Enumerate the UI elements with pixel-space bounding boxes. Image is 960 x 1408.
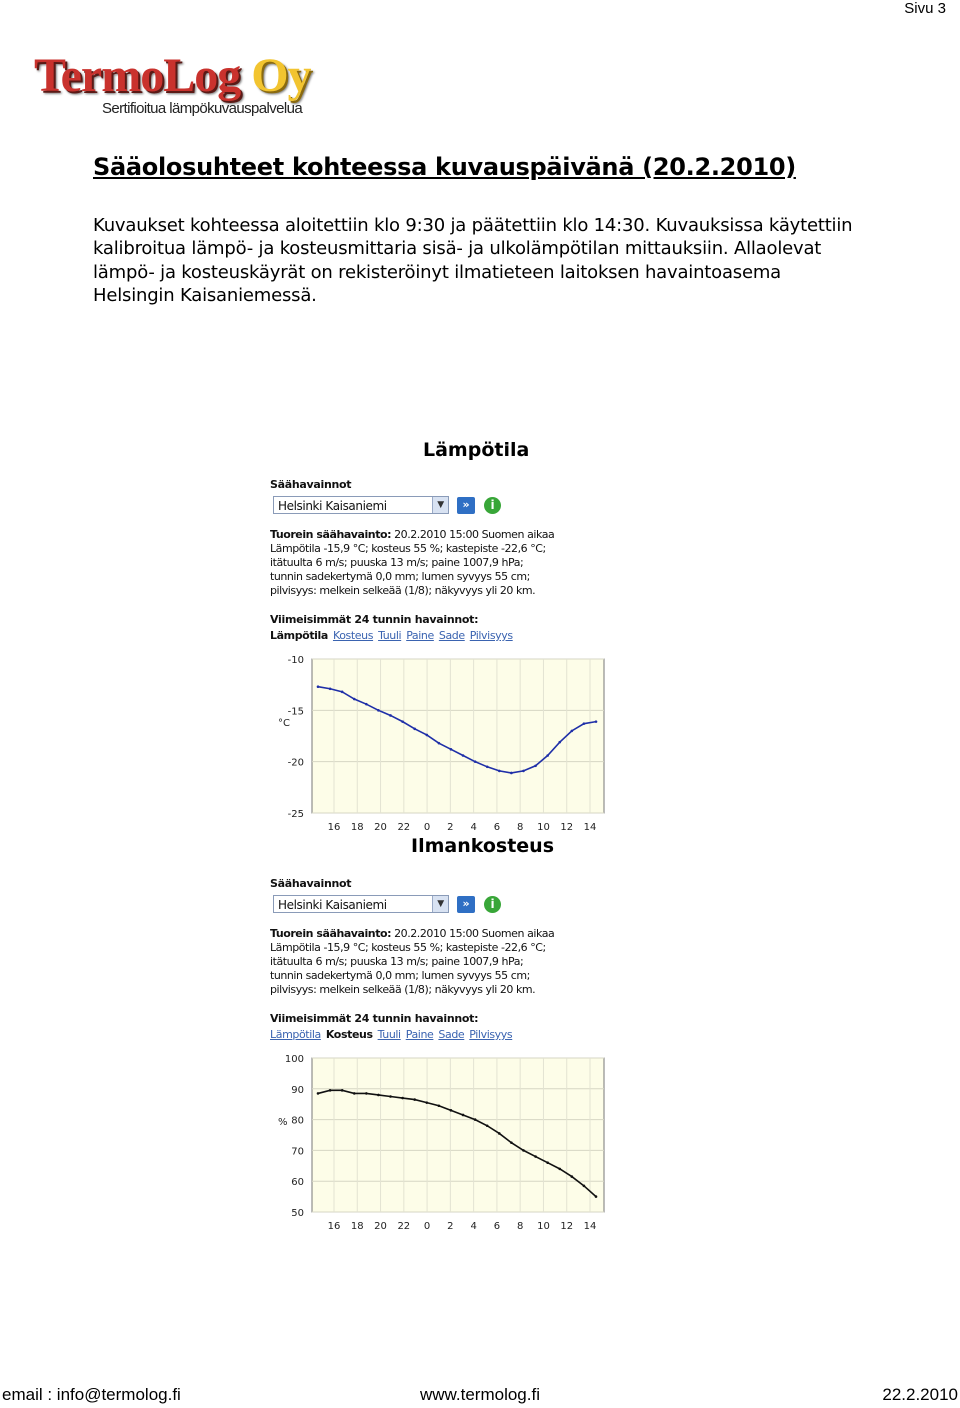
data-point: [389, 714, 392, 717]
obs-line: Lämpötila -15,9 °C; kosteus 55 %; kastepiste -22,6 °C;: [270, 542, 546, 555]
data-point: [413, 728, 416, 731]
data-point: [377, 709, 380, 712]
logo-name: TermoLog: [34, 49, 241, 102]
data-point: [522, 770, 525, 773]
recent-observations-label: Viimeisimmät 24 tunnin havainnot:: [270, 1012, 479, 1025]
data-point: [317, 1092, 320, 1095]
y-tick-label: -10: [287, 655, 304, 666]
obs-time: 20.2.2010 15:00 Suomen aikaa: [391, 528, 555, 541]
tab-paine[interactable]: Paine: [405, 1028, 434, 1041]
weather-widget-temperature: [266, 478, 616, 838]
footer-date: 22.2.2010: [882, 1385, 958, 1404]
data-point: [510, 772, 513, 775]
data-point: [317, 685, 320, 688]
data-point: [389, 1095, 392, 1098]
logo-wordmark: [34, 48, 311, 103]
data-point: [595, 1195, 598, 1198]
data-point: [558, 1168, 561, 1171]
y-tick-label: 70: [291, 1146, 304, 1158]
data-point: [365, 703, 368, 706]
station-select-value: Helsinki Kaisaniemi: [278, 898, 387, 912]
x-tick-label: 16: [327, 822, 341, 833]
y-tick-label: -25: [287, 809, 304, 820]
data-point: [498, 770, 501, 773]
plot-area: [312, 659, 604, 813]
go-button[interactable]: »: [457, 497, 475, 514]
station-select-value: Helsinki Kaisaniemi: [278, 499, 387, 513]
section-title-humidity: Ilmankosteus: [411, 835, 555, 857]
data-point: [595, 720, 598, 723]
x-tick-label: 14: [583, 822, 597, 833]
y-tick-label: 60: [291, 1177, 304, 1189]
latest-observation: [270, 927, 554, 997]
y-tick-label: 50: [291, 1208, 304, 1219]
data-point: [401, 720, 404, 723]
data-point: [486, 766, 489, 769]
obs-line: pilvisyys: melkein selkeää (1/8); näkyvyys yli 20 km.: [270, 584, 536, 597]
tab-lämpötila: Lämpötila: [270, 629, 328, 642]
y-tick-label: 90: [291, 1084, 304, 1096]
chevron-down-icon[interactable]: ▼: [432, 497, 448, 513]
tab-kosteus: Kosteus: [325, 1028, 373, 1041]
tab-pilvisyys[interactable]: Pilvisyys: [469, 629, 513, 642]
data-point: [474, 760, 477, 763]
tab-sade[interactable]: Sade: [438, 1028, 465, 1041]
y-tick-label: -15: [287, 706, 304, 718]
data-point: [558, 741, 561, 744]
latest-observation: [270, 528, 554, 598]
data-point: [510, 1141, 513, 1144]
x-tick-label: 14: [583, 1221, 597, 1232]
x-tick-label: 2: [447, 822, 454, 833]
footer-website[interactable]: www.termolog.fi: [420, 1385, 540, 1404]
obs-line: tunnin sadekertymä 0,0 mm; lumen syvyys 55 cm;: [270, 570, 530, 583]
data-point: [329, 687, 332, 690]
data-point: [438, 742, 441, 745]
x-tick-label: 22: [397, 1221, 411, 1232]
x-tick-label: 18: [350, 822, 364, 833]
y-axis-label: °C: [278, 718, 290, 729]
x-tick-label: 10: [537, 1221, 550, 1232]
data-point: [571, 1175, 574, 1178]
data-point: [583, 1185, 586, 1188]
widget-title: Säähavainnot: [270, 478, 352, 491]
obs-line: pilvisyys: melkein selkeää (1/8); näkyvyys yli 20 km.: [270, 983, 536, 996]
x-tick-label: 0: [423, 1221, 431, 1232]
data-point: [450, 748, 453, 751]
x-tick-label: 22: [397, 822, 411, 833]
x-tick-label: 12: [560, 1221, 574, 1232]
tab-lämpötila[interactable]: Lämpötila: [270, 1028, 321, 1041]
obs-heading: Tuorein säähavainto:: [270, 528, 392, 541]
intro-paragraph: [93, 214, 893, 307]
temperature-chart: [266, 646, 616, 838]
obs-line: Lämpötila -15,9 °C; kosteus 55 %; kastepiste -22,6 °C;: [270, 941, 546, 954]
data-point: [571, 730, 574, 733]
info-icon[interactable]: i: [484, 896, 501, 913]
y-tick-label: -20: [287, 757, 304, 769]
x-tick-label: 6: [493, 1221, 501, 1232]
x-tick-label: 20: [374, 1221, 387, 1232]
tab-tuuli[interactable]: Tuuli: [378, 629, 402, 642]
data-point: [546, 754, 549, 757]
footer-email: email : info@termolog.fi: [2, 1385, 181, 1404]
humidity-chart: [266, 1045, 616, 1235]
tab-pilvisyys[interactable]: Pilvisyys: [469, 1028, 513, 1041]
x-tick-label: 8: [516, 822, 524, 833]
x-tick-label: 4: [470, 822, 477, 833]
obs-line: itätuulta 6 m/s; puuska 13 m/s; paine 1007,9 hPa;: [270, 955, 524, 968]
data-point: [341, 691, 344, 694]
page-heading: Sääolosuhteet kohteessa kuvauspäivänä (20.2.2010): [93, 153, 796, 181]
obs-line: itätuulta 6 m/s; puuska 13 m/s; paine 1007,9 hPa;: [270, 556, 524, 569]
intro-line: kalibroitua lämpö- ja kosteusmittaria sisä- ja ulkolämpötilan mittauksiin. Allaolevat: [93, 238, 822, 260]
x-tick-label: 2: [447, 1221, 454, 1232]
data-point: [498, 1132, 501, 1135]
data-point: [377, 1094, 380, 1097]
recent-observations-label: Viimeisimmät 24 tunnin havainnot:: [270, 613, 479, 626]
logo-oy: Oy: [251, 49, 311, 102]
y-tick-label: 80: [291, 1115, 304, 1127]
obs-heading: Tuorein säähavainto:: [270, 927, 392, 940]
data-point: [353, 698, 356, 701]
data-point: [534, 1155, 537, 1158]
x-tick-label: 10: [537, 822, 550, 833]
data-point: [462, 754, 465, 757]
data-point: [546, 1161, 549, 1164]
page-number: Sivu 3: [904, 0, 946, 17]
data-point: [413, 1098, 416, 1101]
tab-kosteus[interactable]: Kosteus: [332, 629, 374, 642]
data-point: [462, 1114, 465, 1117]
intro-line: Helsingin Kaisaniemessä.: [93, 284, 317, 306]
data-point: [353, 1092, 356, 1095]
widget-title: Säähavainnot: [270, 877, 352, 890]
y-axis-label: %: [278, 1117, 288, 1128]
section-title-temperature: Lämpötila: [423, 439, 530, 461]
observation-tabs: [270, 1028, 517, 1041]
tab-paine[interactable]: Paine: [406, 629, 434, 642]
company-logo: [34, 49, 394, 126]
station-select[interactable]: [273, 496, 449, 514]
tab-tuuli[interactable]: Tuuli: [377, 1028, 401, 1041]
weather-widget-humidity: [266, 877, 616, 1237]
data-point: [522, 1149, 525, 1152]
y-tick-label: 100: [284, 1054, 304, 1065]
x-tick-label: 4: [470, 1221, 477, 1232]
x-tick-label: 18: [350, 1221, 364, 1232]
data-point: [425, 1101, 428, 1104]
observation-tabs: [270, 629, 518, 642]
logo-tagline: Sertifioitua lämpökuvauspalvelua: [102, 100, 303, 117]
info-icon[interactable]: i: [484, 497, 501, 514]
obs-line: tunnin sadekertymä 0,0 mm; lumen syvyys 55 cm;: [270, 969, 530, 982]
intro-line: Kuvaukset kohteessa aloitettiin klo 9:30 ja päätettiin klo 14:30. Kuvauksissa käytettiin: [93, 215, 853, 236]
data-point: [474, 1118, 477, 1121]
data-point: [450, 1109, 453, 1112]
data-point: [365, 1092, 368, 1095]
x-tick-label: 12: [560, 822, 574, 833]
data-point: [401, 1097, 404, 1100]
station-select[interactable]: [273, 895, 449, 913]
x-tick-label: 16: [327, 1221, 341, 1232]
data-point: [583, 722, 586, 725]
x-tick-label: 6: [493, 822, 501, 833]
data-point: [438, 1104, 441, 1107]
plot-area: [312, 1058, 604, 1212]
data-point: [329, 1089, 332, 1092]
data-point: [486, 1124, 489, 1127]
tab-sade[interactable]: Sade: [438, 629, 465, 642]
data-point: [534, 764, 537, 767]
obs-time: 20.2.2010 15:00 Suomen aikaa: [391, 927, 555, 940]
x-tick-label: 20: [374, 822, 387, 833]
x-tick-label: 8: [516, 1221, 524, 1232]
x-tick-label: 0: [423, 822, 431, 833]
data-point: [341, 1089, 344, 1092]
data-point: [425, 734, 428, 737]
intro-line: lämpö- ja kosteuskäyrät on rekisteröinyt ilmatieteen laitoksen havaintoasema: [93, 261, 782, 283]
chevron-down-icon[interactable]: ▼: [432, 896, 448, 912]
go-button[interactable]: »: [457, 896, 475, 913]
